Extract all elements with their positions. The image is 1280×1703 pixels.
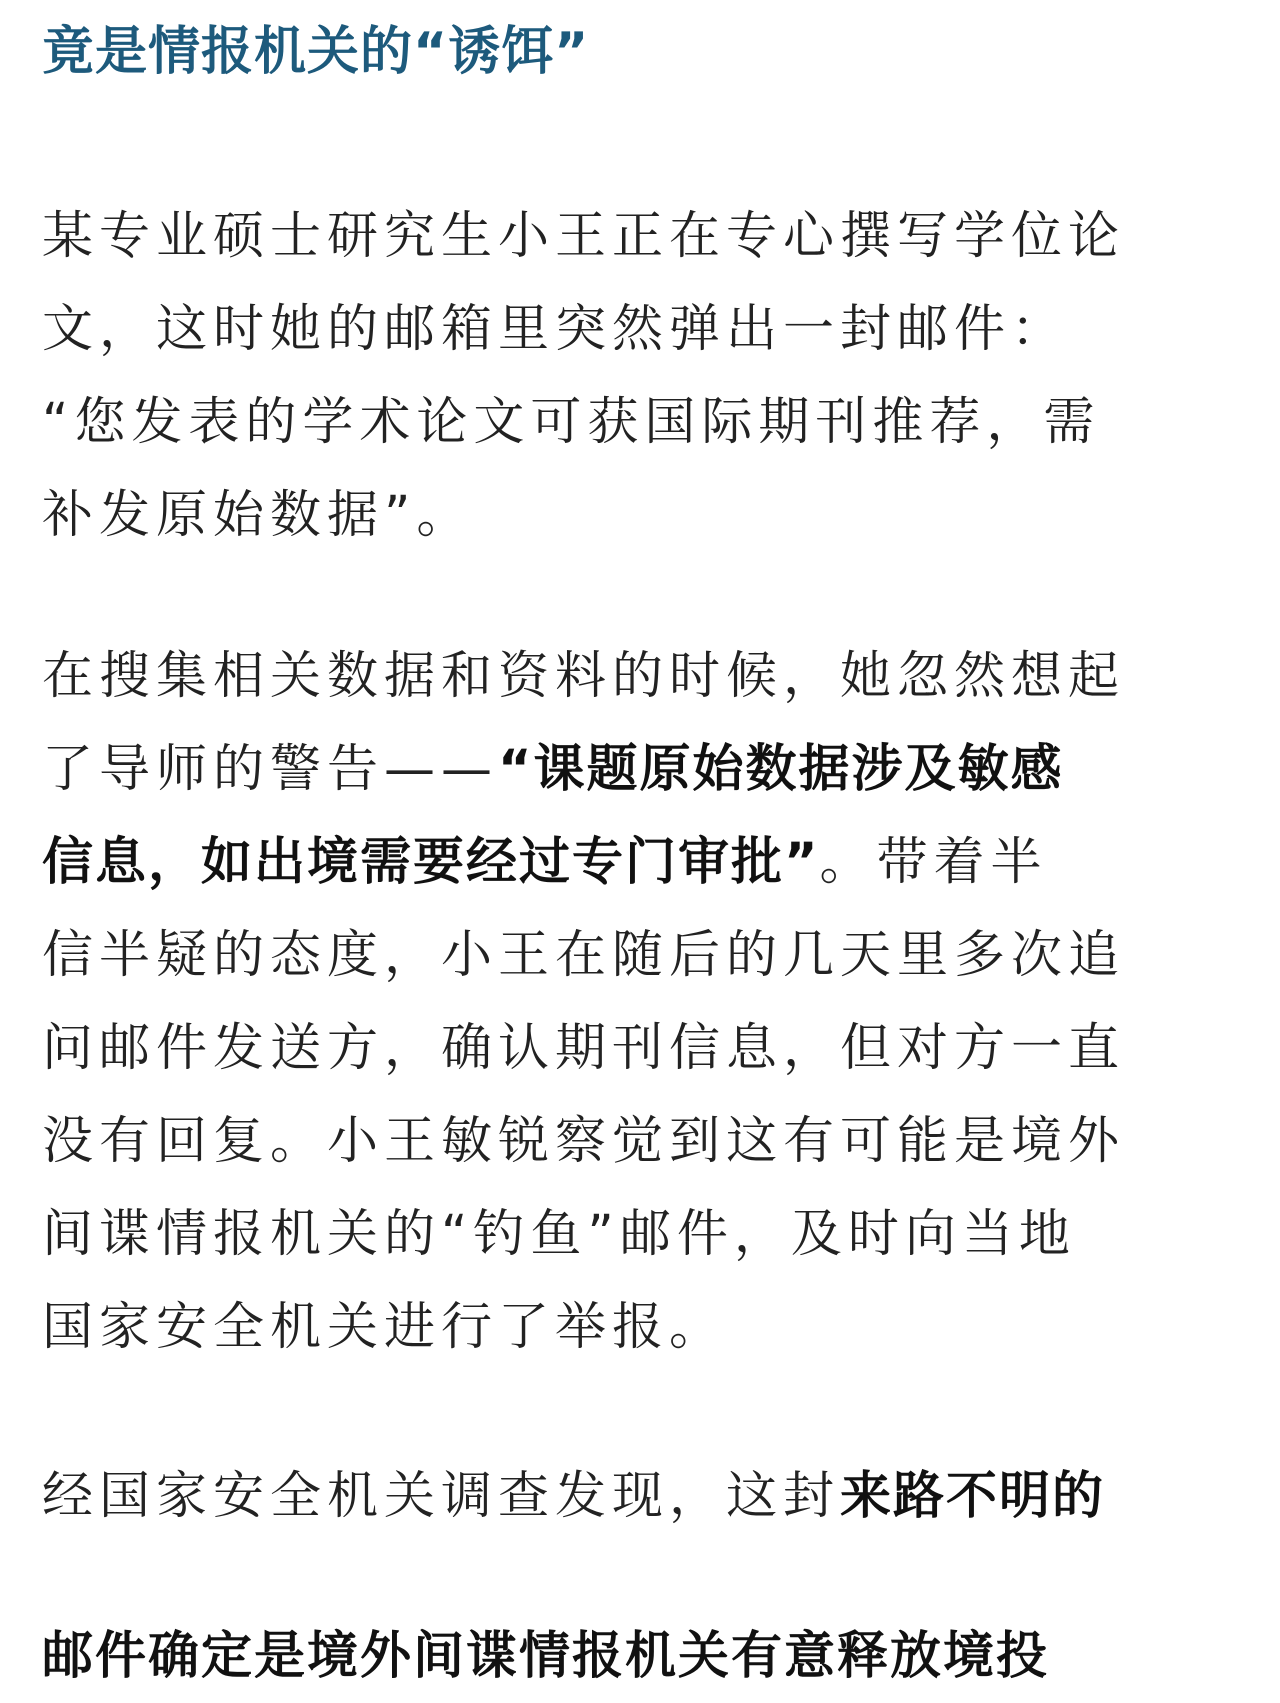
paragraph-line-mixed bbox=[42, 723, 1162, 816]
paragraph-1 bbox=[42, 190, 1162, 562]
plain-text: 经国家安全机关调查发现，这封 bbox=[42, 1467, 841, 1526]
paragraph-line-mixed bbox=[42, 1450, 1162, 1543]
plain-text: 。带着半 bbox=[819, 833, 1048, 892]
paragraph-line: 某专业硕士研究生小王正在专心撰写学位论 bbox=[42, 207, 1126, 266]
paragraph-line: “您发表的学术论文可获国际期刊推荐，需 bbox=[42, 393, 1101, 452]
paragraph-line: 国家安全机关进行了举报。 bbox=[42, 1298, 727, 1357]
bold-emphasis: 来路不明的 bbox=[840, 1467, 1106, 1526]
paragraph-3 bbox=[42, 1450, 1162, 1543]
cut-off-line: 邮件确定是境外间谍情报机关有意释放境投 bbox=[42, 1627, 1050, 1686]
paragraph-line: 没有回复。小王敏锐察觉到这有可能是境外 bbox=[42, 1112, 1126, 1171]
section-heading: 竟是情报机关的“诱饵” bbox=[42, 22, 590, 82]
bold-emphasis: “课题原始数据涉及敏感 bbox=[498, 740, 1064, 799]
bold-emphasis: 信息，如出境需要经过专门审批” bbox=[42, 833, 820, 892]
plain-text: 了导师的警告—— bbox=[42, 740, 499, 799]
paragraph-line: 问邮件发送方，确认期刊信息，但对方一直 bbox=[42, 1019, 1126, 1078]
paragraph-line: 在搜集相关数据和资料的时候，她忽然想起 bbox=[42, 647, 1126, 706]
paragraph-line: 文，这时她的邮箱里突然弹出一封邮件： bbox=[42, 300, 1069, 359]
paragraph-line: 间谍情报机关的“钓鱼”邮件，及时向当地 bbox=[42, 1205, 1076, 1264]
paragraph-line: 补发原始数据”。 bbox=[42, 486, 474, 545]
paragraph-line: 信半疑的态度，小王在随后的几天里多次追 bbox=[42, 926, 1126, 985]
paragraph-line-mixed bbox=[42, 816, 1162, 909]
paragraph-2 bbox=[42, 630, 1162, 1374]
